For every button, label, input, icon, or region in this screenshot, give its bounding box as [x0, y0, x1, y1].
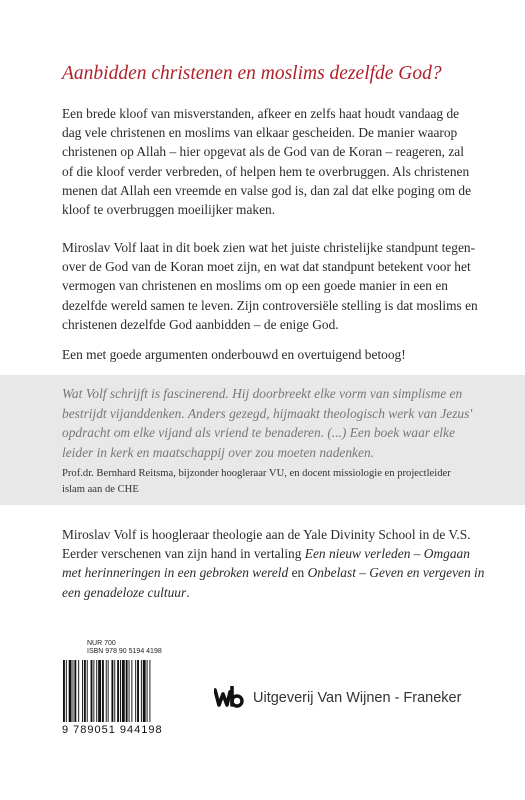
- barcode-bar: [135, 660, 136, 722]
- barcode-bar: [137, 660, 139, 722]
- closing-line: Een met goede argumenten onderbouwd en overtuigend betoog!: [62, 347, 406, 362]
- barcode-bar: [117, 660, 119, 722]
- barcode-bar: [63, 660, 65, 722]
- barcode-bar: [91, 660, 93, 722]
- cover-question-title: Aanbidden christenen en moslims dezelfde God?: [62, 63, 442, 84]
- intro-line: kloof te overbruggen moeilijker maken.: [62, 202, 276, 218]
- intro-line: of die kloof verder verbreden, of helpen hem te overbruggen. Als christenen: [62, 163, 470, 179]
- endorsement-quote: [62, 384, 472, 462]
- barcode-bar: [98, 660, 101, 722]
- barcode-bar: [114, 660, 115, 722]
- bio-text: en: [288, 565, 308, 581]
- author-bio-line: [62, 563, 485, 582]
- barcode-bar: [129, 660, 130, 722]
- barcode-bar: [74, 660, 76, 722]
- intro-line: dag vele christenen en moslims van elkaar gescheiden. De manier waarop: [62, 125, 458, 141]
- barcode-bar: [78, 660, 79, 722]
- barcode-bar: [122, 660, 125, 722]
- argument-line: dezelfde wereld samen te leven. Zijn controversiële stelling is dat moslims en: [62, 297, 478, 313]
- book-title: Een nieuw verleden – Omgaan: [304, 546, 470, 562]
- publisher-name: Uitgeverij Van Wijnen - Franeker: [253, 690, 462, 706]
- barcode-bar: [102, 660, 104, 722]
- barcode-bar: [141, 660, 142, 722]
- bio-text: Eerder verschenen van zijn hand in vertaling: [62, 546, 305, 562]
- attribution-line: Prof.dr. Bernhard Reitsma, bijzonder hoogleraar VU, en docent missiologie en projectleider: [62, 468, 451, 479]
- barcode-bar: [73, 660, 74, 722]
- barcode-bar: [120, 660, 121, 722]
- publisher-mark: [214, 685, 461, 711]
- barcode-bar: [149, 660, 150, 722]
- barcode-bar: [93, 660, 94, 722]
- intro-line: christenen op Allah – hier opgevat als de God van de Koran – reageren, zal: [62, 144, 464, 160]
- wb-logo-icon: [214, 686, 244, 710]
- argument-line: over de God van de Koran moet zijn, en wat dat standpunt betekent voor het: [62, 259, 471, 275]
- barcode-bar: [108, 660, 109, 722]
- argument-line: Miroslav Volf laat in dit boek zien wat het juiste christelijke standpunt tegen-: [62, 240, 476, 255]
- quote-line: Wat Volf schrijft is fascinerend. Hij doorbreekt elke vorm van simplisme en: [62, 386, 463, 401]
- author-bio-line: [62, 544, 470, 563]
- bio-text: .: [186, 584, 190, 600]
- barcode-bar: [143, 660, 146, 722]
- barcode-block: [62, 640, 187, 735]
- barcode-bar: [111, 660, 113, 722]
- isbn-number: ISBN 978 90 5194 4198: [87, 648, 162, 655]
- intro-paragraph: [62, 104, 472, 219]
- attribution-line: islam aan de CHE: [62, 483, 139, 495]
- intro-line: Een brede kloof van misverstanden, afkeer en zelfs haat houdt vandaag de: [62, 106, 460, 121]
- author-bio-line: Miroslav Volf is hoogleraar theologie aan de Yale Divinity School in de V.S.: [62, 527, 471, 542]
- barcode-bar: [66, 660, 67, 722]
- intro-line: menen dat Allah een vreemde en valse god is, dan zal dat elke poging om de: [62, 182, 472, 198]
- barcode-bar: [147, 660, 148, 722]
- quote-line: leider in kerk en maatschappij over zou moeten nadenken.: [62, 444, 374, 460]
- argument-line: christenen dezelfde God aanbidden – de enige God.: [62, 316, 339, 332]
- quote-line: bestrijdt vijanddenken. Anders gezegd, hijmaakt theologisch werk van Jezus': [62, 405, 473, 421]
- barcode-digits: 9 789051 944198: [62, 724, 163, 736]
- book-title: een genadeloze cultuur: [62, 584, 187, 600]
- barcode-bar: [87, 660, 88, 722]
- barcode-bar: [69, 660, 72, 722]
- barcode-bar: [131, 660, 132, 722]
- book-title: Onbelast – Geven en vergeven in: [307, 565, 485, 581]
- argument-line: vermogen van christenen en moslims om op een goede manier in een en: [62, 278, 448, 294]
- barcode-bar: [84, 660, 86, 722]
- author-bio: [62, 525, 485, 602]
- argument-paragraph: [62, 238, 478, 334]
- nur-code: NUR 700: [87, 640, 116, 647]
- barcode-bar: [106, 660, 107, 722]
- barcode-bar: [126, 660, 128, 722]
- quote-line: opdracht om elke vijand als vriend te benaderen. (...) Een boek waar elke: [62, 425, 455, 441]
- endorsement-attribution: [62, 466, 472, 497]
- barcode-bar: [82, 660, 83, 722]
- book-title: met herinneringen in een gebroken wereld: [62, 565, 289, 581]
- author-bio-line: [62, 583, 467, 602]
- barcode-icon: [62, 660, 187, 722]
- barcode-bar: [96, 660, 97, 722]
